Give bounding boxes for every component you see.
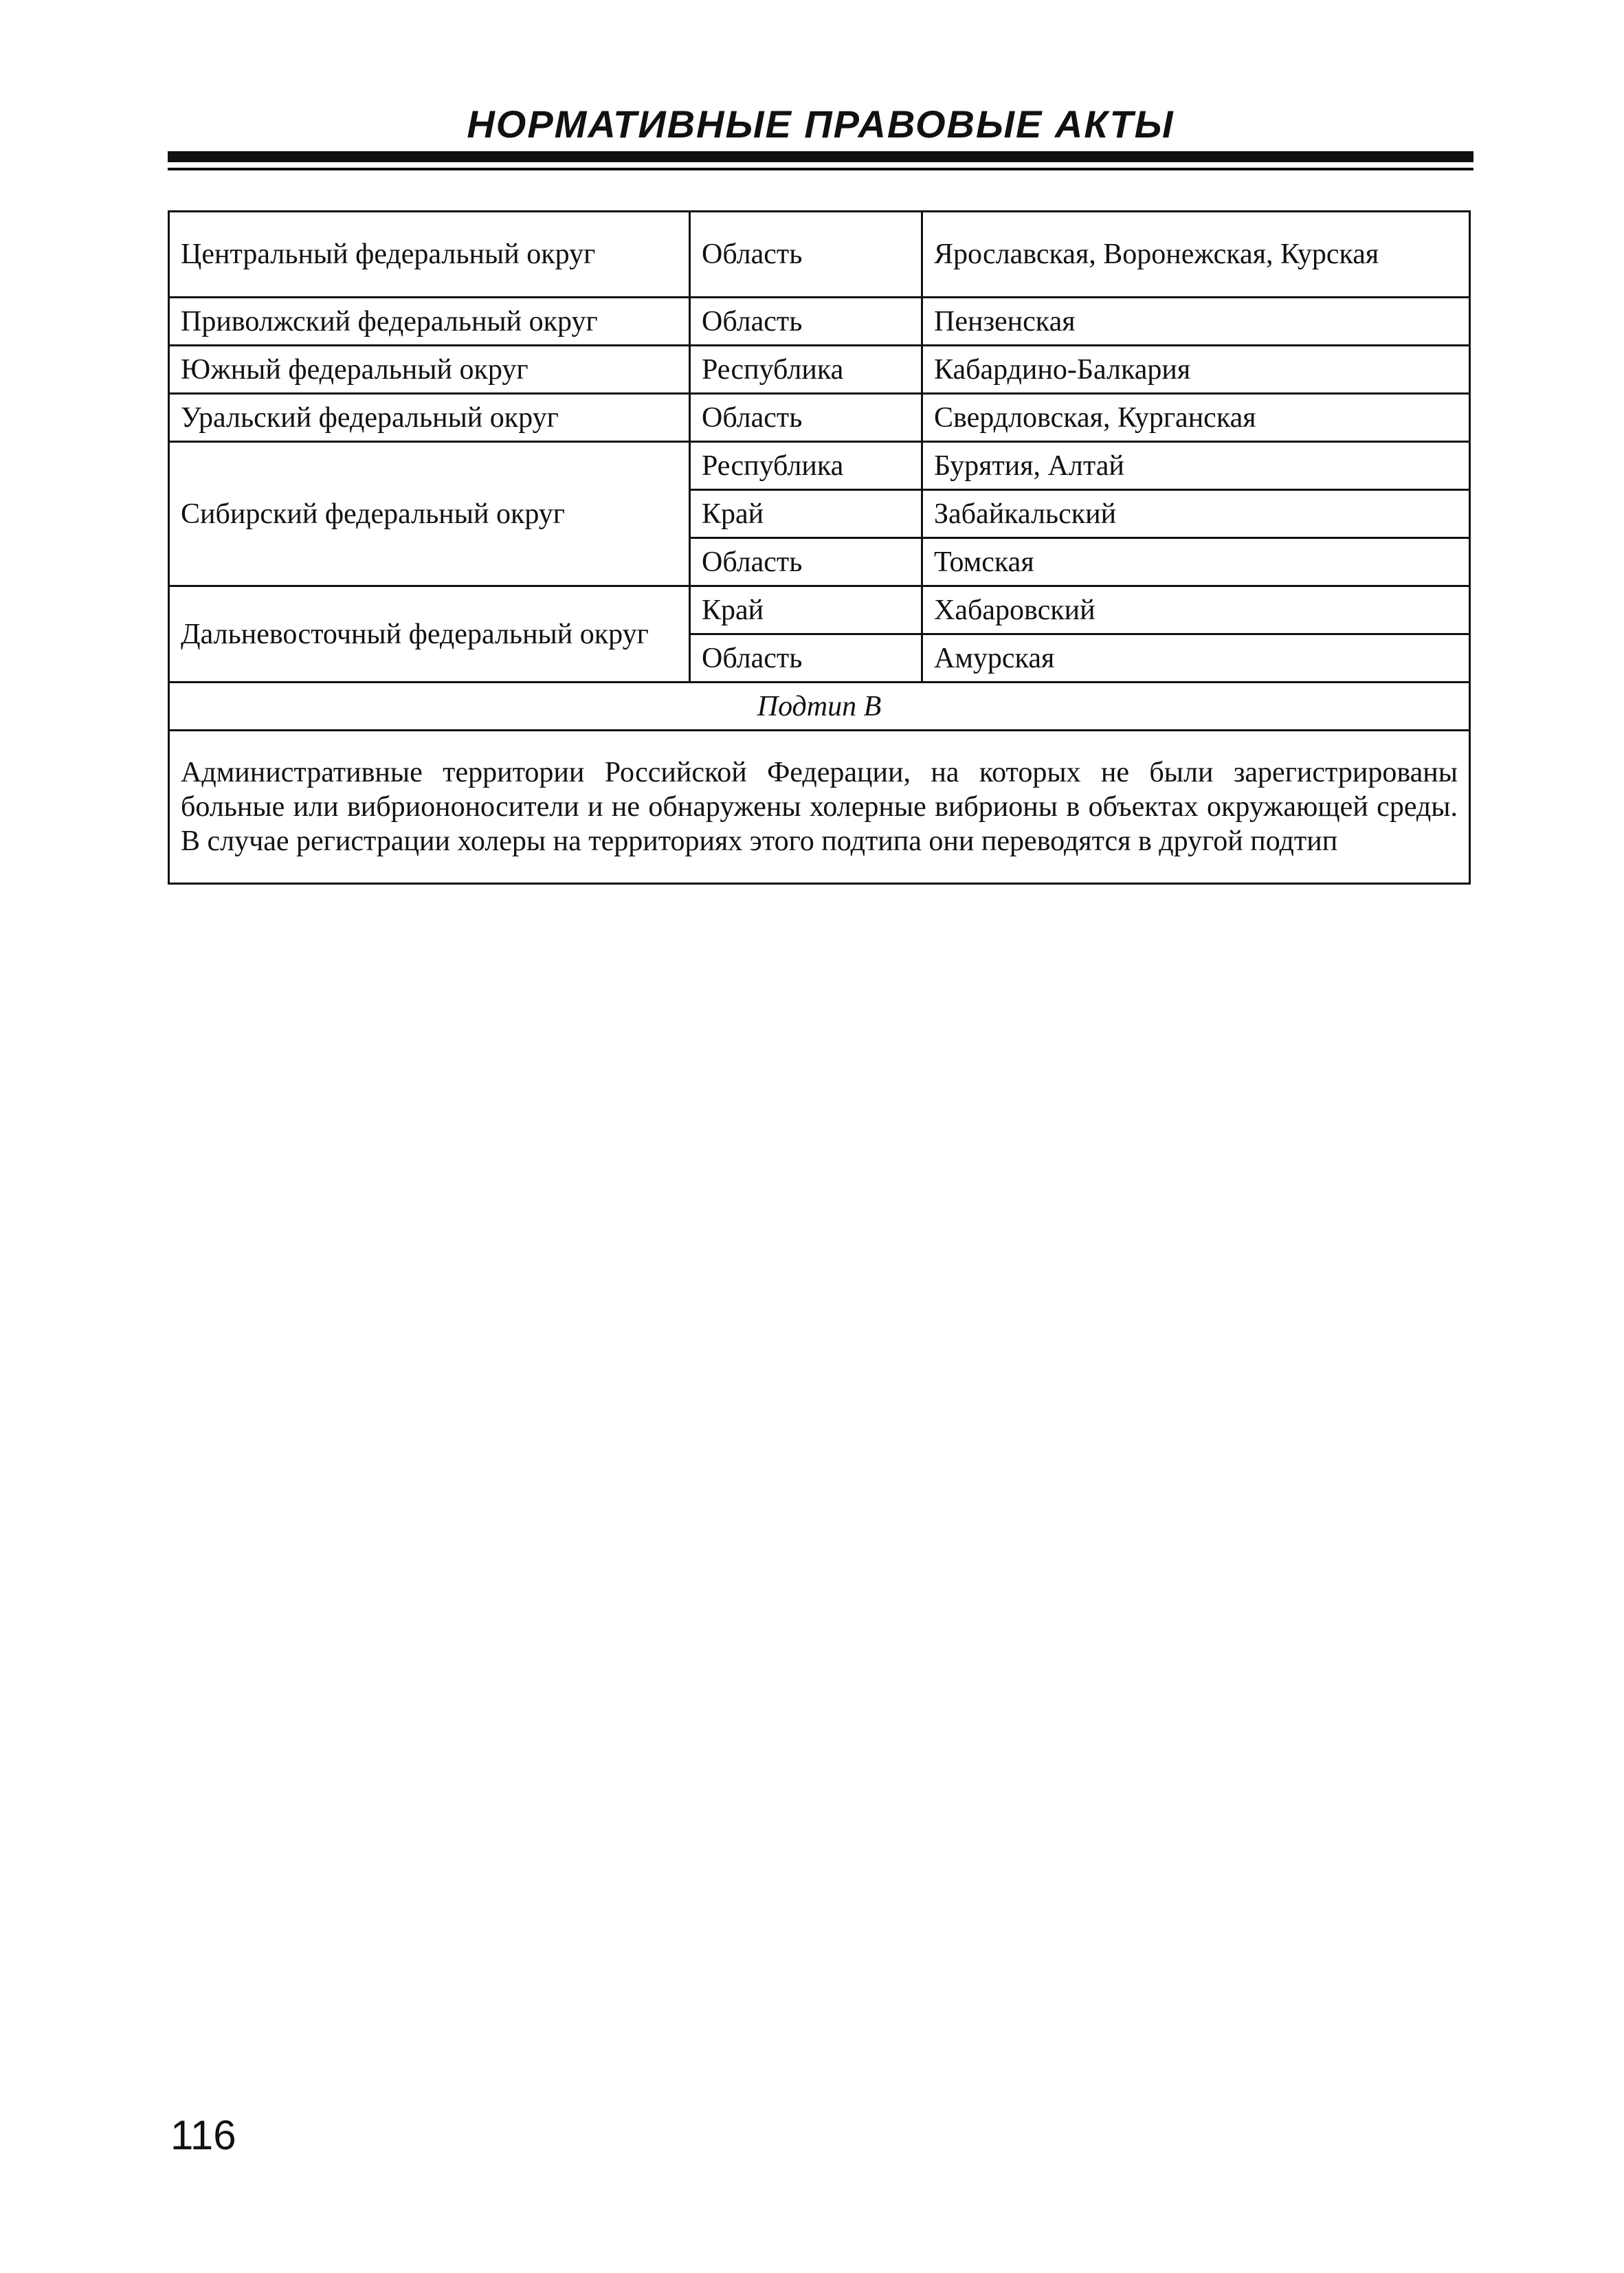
district-cell: Приволжский федеральный округ	[169, 298, 690, 346]
table-row	[169, 394, 1470, 442]
subject-names-cell: Хабаровский	[922, 586, 1470, 634]
district-cell: Южный федеральный округ	[169, 346, 690, 394]
table-row	[169, 298, 1470, 346]
subtype-description: Административные территории Российской Федерации, на которых не были зарегистрированы больные или вибриононосители и не обнаружены холерные вибрионы в объектах окружающей среды. В случае регистрации холеры на территориях этого подтипа они переводятся в другой подтип	[169, 731, 1470, 884]
subject-names-cell: Забайкальский	[922, 490, 1470, 538]
subject-names-cell: Кабардино-Балкария	[922, 346, 1470, 394]
table-row	[169, 346, 1470, 394]
district-cell: Дальневосточный федеральный округ	[169, 586, 690, 683]
cholera-territory-table	[168, 210, 1471, 885]
subject-type-cell: Область	[690, 212, 922, 298]
page-header-title: НОРМАТИВНЫЕ ПРАВОВЫЕ АКТЫ	[467, 102, 1175, 146]
subject-type-cell: Область	[690, 394, 922, 442]
subtype-description-row	[169, 731, 1470, 884]
subject-type-cell: Область	[690, 298, 922, 346]
page-number: 116	[170, 2112, 236, 2158]
subtype-heading: Подтип В	[169, 683, 1470, 731]
subject-type-cell: Край	[690, 490, 922, 538]
subject-type-cell: Область	[690, 634, 922, 683]
subject-type-cell: Республика	[690, 442, 922, 490]
subject-names-cell: Бурятия, Алтай	[922, 442, 1470, 490]
subject-type-cell: Область	[690, 538, 922, 586]
district-cell: Уральский федеральный округ	[169, 394, 690, 442]
subject-names-cell: Свердловская, Курганская	[922, 394, 1470, 442]
subject-type-cell: Край	[690, 586, 922, 634]
subject-type-cell: Республика	[690, 346, 922, 394]
table-row	[169, 212, 1470, 298]
header-rule-thick	[168, 151, 1473, 162]
district-cell: Сибирский федеральный округ	[169, 442, 690, 586]
table-row	[169, 586, 1470, 634]
subject-names-cell: Пензенская	[922, 298, 1470, 346]
subject-names-cell: Томская	[922, 538, 1470, 586]
subject-names-cell: Ярославская, Воронежская, Курская	[922, 212, 1470, 298]
subtype-heading-row	[169, 683, 1470, 731]
table-row	[169, 442, 1470, 490]
district-cell: Центральный федеральный округ	[169, 212, 690, 298]
subject-names-cell: Амурская	[922, 634, 1470, 683]
header-rule-thin	[168, 168, 1473, 170]
